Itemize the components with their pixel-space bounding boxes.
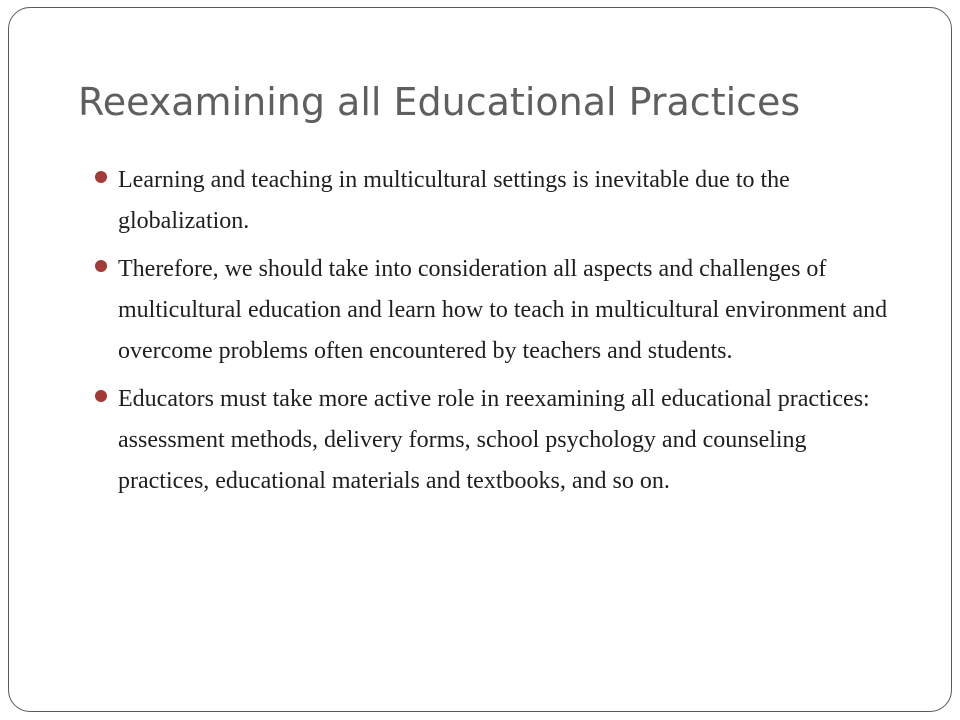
bullet-item xyxy=(93,160,893,242)
bullet-text: Therefore, we should take into consideration all aspects and challenges of multicultural education and learn how to teach in multicultural environment and overcome problems often encountered by teachers and students. xyxy=(118,256,888,364)
bullet-item xyxy=(93,249,893,372)
slide-title: Reexamining all Educational Practices xyxy=(78,80,801,124)
bullet-text: Educators must take more active role in reexamining all educational practices: assessment methods, delivery forms, school psychology and counseling practices, educational materials and textbooks, and so on. xyxy=(118,386,870,494)
bullet-item xyxy=(93,379,893,502)
bullet-dot-icon xyxy=(95,171,107,183)
bullet-dot-icon xyxy=(95,260,107,272)
bullet-list xyxy=(93,160,893,509)
bullet-text: Learning and teaching in multicultural settings is inevitable due to the globalization. xyxy=(118,167,790,234)
bullet-dot-icon xyxy=(95,390,107,402)
